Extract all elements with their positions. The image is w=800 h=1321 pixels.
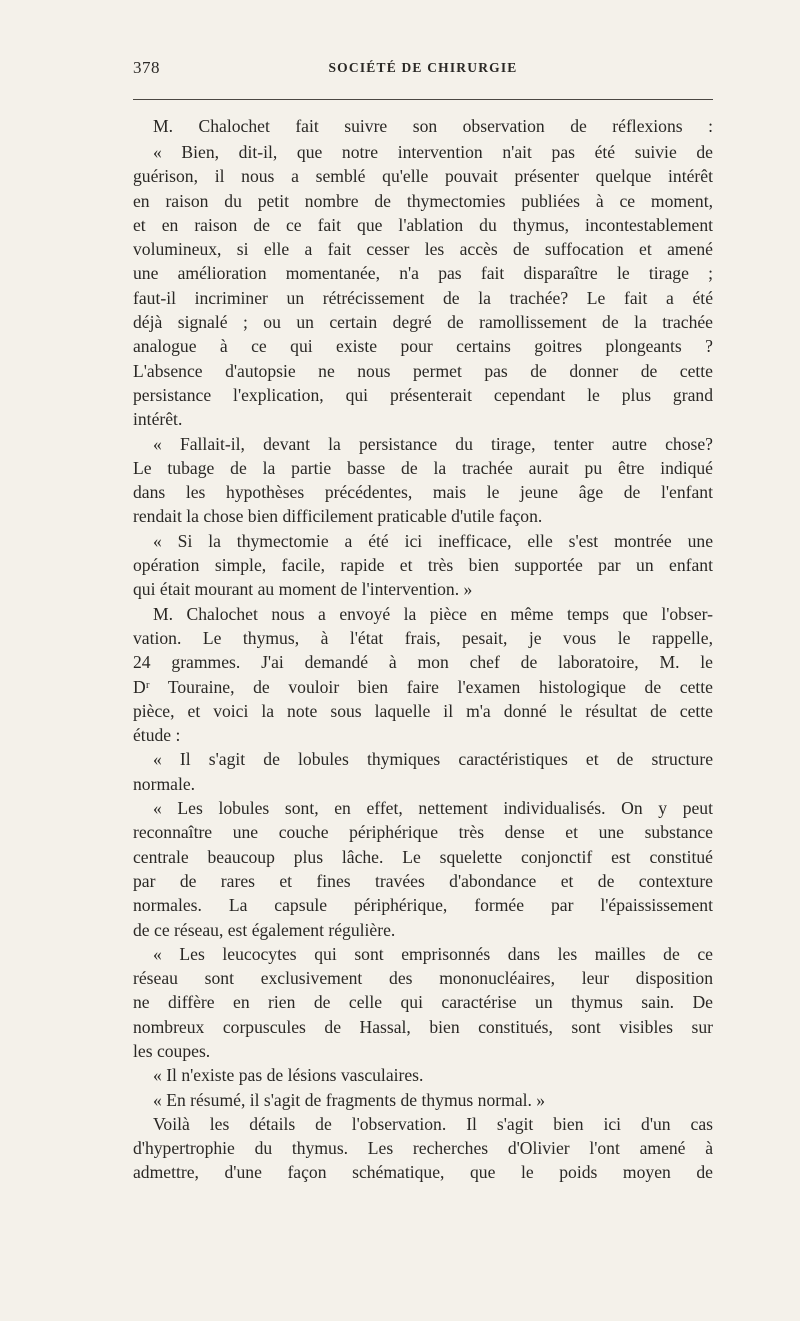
page-header	[133, 58, 713, 88]
text-line: M. Chalochet fait suivre son observation de réflexions :	[153, 116, 713, 136]
text-line: faut-il incriminer un rétrécissement de la trachée? Le fait a été	[133, 287, 713, 308]
text-line: vation. Le thymus, à l'état frais, pesait, je vous le rappelle,	[133, 627, 713, 648]
text-line: par de rares et fines travées d'abondance et de contexture	[133, 870, 713, 891]
text-line: nombreux corpuscules de Hassal, bien constitués, sont visibles sur	[133, 1016, 713, 1037]
text-line: guérison, il nous a semblé qu'elle pouvait présenter quelque intérêt	[133, 166, 713, 187]
text-line: et en raison de ce fait que l'ablation du thymus, incontestablement	[133, 214, 713, 235]
text-line: normales. La capsule périphérique, formée par l'épaississement	[133, 895, 713, 916]
text-line: déjà signalé ; ou un certain degré de ramollissement de la trachée	[133, 312, 713, 333]
text-line: 24 grammes. J'ai demandé à mon chef de laboratoire, M. le	[133, 652, 713, 673]
text-line: qui était mourant au moment de l'intervention. »	[133, 579, 473, 600]
running-title: SOCIÉTÉ DE CHIRURGIE	[328, 60, 518, 75]
text-line: Le tubage de la partie basse de la trachée aurait pu être indiqué	[133, 457, 713, 478]
text-line: d'hypertrophie du thymus. Les recherches d'Olivier l'ont amené à	[133, 1138, 713, 1159]
text-line: L'absence d'autopsie ne nous permet pas de donner de cette	[133, 360, 713, 381]
text-line: admettre, d'une façon schématique, que le poids moyen de	[133, 1162, 713, 1183]
text-line: « Fallait-il, devant la persistance du tirage, tenter autre chose?	[153, 433, 713, 454]
text-line: analogue à ce qui existe pour certains goitres plongeants ?	[133, 336, 713, 357]
text-line: normale.	[133, 773, 196, 794]
text-line: volumineux, si elle a fait cesser les accès de suffocation et amené	[133, 239, 713, 260]
text-line: opération simple, facile, rapide et très bien supportée par un enfant	[133, 555, 713, 576]
text-line: pièce, et voici la note sous laquelle il m'a donné le résultat de cette	[133, 700, 713, 721]
text-line: « Il n'existe pas de lésions vasculaires.	[153, 1065, 424, 1086]
text-line: rendait la chose bien difficilement praticable d'utile façon.	[133, 506, 543, 527]
text-line: les coupes.	[133, 1040, 211, 1061]
text-line: « Les lobules sont, en effet, nettement individualisés. On y peut	[153, 798, 713, 819]
body-text	[133, 114, 713, 1185]
text-line: en raison du petit nombre de thymectomies publiées à ce moment,	[133, 190, 713, 211]
text-line: « Les leucocytes qui sont emprisonnés dans les mailles de ce	[153, 943, 713, 964]
text-line: « Si la thymectomie a été ici inefficace, elle s'est montrée une	[153, 530, 713, 551]
text-line: « Bien, dit-il, que notre intervention n'ait pas été suivie de	[153, 142, 713, 162]
text-line: persistance l'explication, qui présenterait cependant le plus grand	[133, 384, 713, 405]
text-line: centrale beaucoup plus lâche. Le squelette conjonctif est constitué	[133, 846, 713, 867]
text-line: une amélioration momentanée, n'a pas fait disparaître le tirage ;	[133, 263, 713, 284]
page-number: 378	[133, 58, 160, 77]
text-line: dans les hypothèses précédentes, mais le jeune âge de l'enfant	[133, 482, 713, 503]
text-line: reconnaître une couche périphérique très dense et une substance	[133, 822, 713, 843]
text-line: « Il s'agit de lobules thymiques caractéristiques et de structure	[153, 749, 713, 770]
text-line: de ce réseau, est également régulière.	[133, 919, 396, 940]
header-rule	[133, 99, 713, 100]
text-line: « En résumé, il s'agit de fragments de thymus normal. »	[153, 1089, 546, 1110]
text-line: intérêt.	[133, 409, 183, 430]
text-line: M. Chalochet nous a envoyé la pièce en même temps que l'obser-	[153, 603, 713, 624]
text-line: étude :	[133, 725, 181, 746]
text-line: réseau sont exclusivement des mononucléaires, leur disposition	[133, 968, 713, 989]
text-line: ne diffère en rien de celle qui caractérise un thymus sain. De	[133, 992, 713, 1013]
text-line: Dʳ Touraine, de vouloir bien faire l'examen histologique de cette	[133, 676, 713, 697]
text-line: Voilà les détails de l'observation. Il s'agit bien ici d'un cas	[153, 1113, 713, 1134]
